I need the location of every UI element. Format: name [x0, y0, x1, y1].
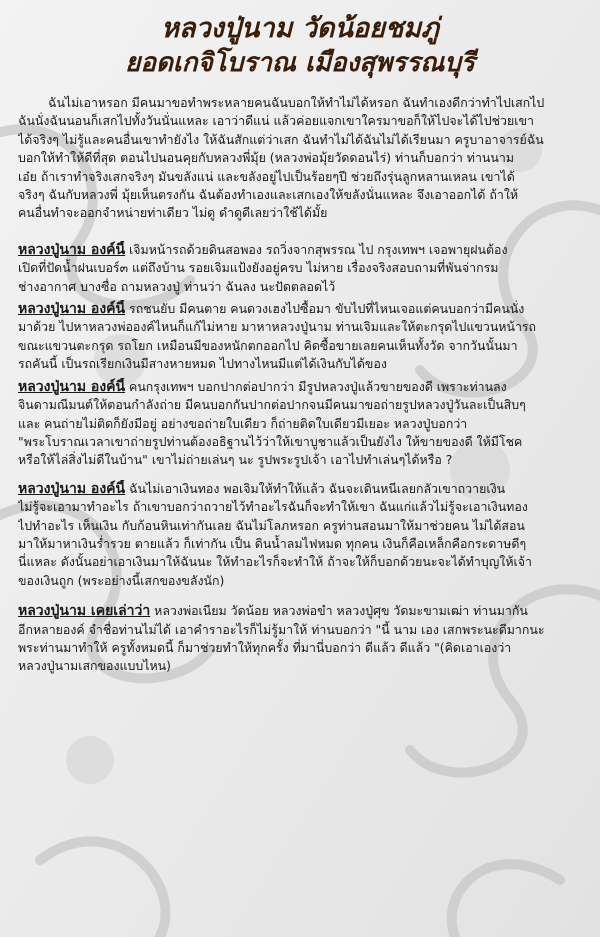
section-first-line	[18, 480, 584, 498]
section-line: คนกรุงเทพฯ บอกปากต่อปากว่า มีรูปหลวงปู่แล้วขายของดี เพราะท่านลง	[125, 378, 507, 394]
section-heading: หลวงปู่นาม องค์นี้	[18, 241, 126, 258]
section-line: พระท่านมาทำให้ ครูทั้งหมดนี้ ก็มาช่วยทำให้ทุกครั้ง ที่มานี่บอกว่า ดีแล้ว ดีแล้ว "(คิดเอาเองว่า	[18, 639, 512, 655]
intro-paragraph	[18, 94, 584, 223]
section-paragraph	[18, 378, 584, 470]
section-line: หรือให้ไล่สิ่งไม่ดีในบ้าน" เขาไม่ถ่ายเล่นๆ นะ รูปพระรูปเจ้า เอาไปทำเล่นๆได้หรือ ?	[18, 452, 453, 468]
section-line: ไม่รู้จะเอามาทำอะไร ถ้าเขาบอกว่าถวายไว้ทำอะไรฉันก็จะทำให้เขา ฉันแก่แล้วไม่รู้จะเอาเงินทอง	[18, 499, 528, 515]
section-first-line	[18, 602, 584, 620]
article-body	[18, 94, 584, 694]
page-title: หลวงปู่นาม วัดน้อยชมภู่	[161, 13, 439, 44]
section-line: ฉันไม่เอาเงินทอง พอเจิมให้ทำให้แล้ว ฉันจะเดินหนีเลยกลัวเขาถวายเงิน	[125, 480, 506, 496]
intro-line: คนอื่นทำจะออกจำหน่ายท่าเดียว ไม่ดู ดำดูดีเลยว่าใช้ได้มั้ย	[18, 205, 328, 221]
section-line: "พระโบราณเวลาเขาถ่ายรูปท่านต้องอธิฐานไว้ว่าให้เขาบูชาแล้วเป็นยังไง ให้ขายของดี ให้มีโชค	[18, 433, 523, 449]
section-heading: หลวงปู่นาม องค์นี้	[18, 480, 126, 497]
section-paragraph	[18, 602, 584, 676]
intro-line: ฉันไม่เอาหรอก มีคนมาขอทำพระหลายคนฉันบอกให้ทำไม่ได้หรอก ฉันทำเองดีกว่าทำไปเสกไป	[48, 95, 545, 110]
section-line: ขณะแขวนตะกรุด รถโยก เหมือนมีของหนักตกออกไป คิดซื้อขายเลยคนเห็นทั้งวัด จากวันนั้นมา	[18, 337, 518, 353]
section-paragraph	[18, 480, 584, 590]
section-line: และ คนถ่ายไม่ติดก็ยังมีอยู่ อย่างขอถ่ายใบเดียว ก็ถ่ายติดใบเดียวมีเยอะ หลวงปู่บอกว่า	[18, 415, 468, 431]
section-line: นี่แหละ ดังนั้นอย่าเอาเงินมาให้ฉันนะ ให้ทำอะไรก็จะทำให้ ถ้าจะให้ก็บอกด้วยนะจะได้ทำบุญให้เจ้า	[18, 554, 532, 570]
section-paragraph	[18, 300, 584, 374]
intro-line: จริงๆ ฉันกับหลวงพี่ มุ้ยเห็นตรงกัน ฉันต้องทำเองและเสกเองให้ขลังนั่นแหละ จึงเอาออกได้ ถ้าให้	[18, 187, 519, 203]
section-first-line	[18, 241, 584, 259]
section-line: มาให้มาหาเงินร่ำรวย ตายแล้ว ก็เท่ากัน เป็น ดินน้ำลมไฟหมด ทุกคน เงินก็คือเหล็กคือกระดาษดีๆ	[18, 535, 527, 551]
section-paragraph	[18, 241, 584, 296]
section-line: รถคันนี้ เป็นรถเรียกเงินมีสางหายหมด ไปทางไหนมีแต่ได้เงินกับได้ของ	[18, 356, 387, 372]
section-line: เจิมหน้ารถด้วยดินสอพอง รถวิ่งจากสุพรรณ ไป กรุงเทพฯ เจอพายุฝนต้อง	[125, 241, 508, 257]
section-line: ช่างอากาศ บางซื่อ ถามหลวงปู่ ท่านว่า ฉันลง นะปัดตลอดไว้	[18, 278, 336, 294]
section-line: หลวงพ่อเนียม วัดน้อย หลวงพ่อขำ หลวงปู่ศุข วัดมะขามเฒ่า ท่านมากัน	[150, 603, 528, 619]
section-first-line	[18, 378, 584, 396]
section-heading: หลวงปู่นาม เคยเล่าว่า	[18, 603, 151, 620]
section-heading: หลวงปู่นาม องค์นี้	[18, 378, 126, 395]
section-line: จินดามณีมนต์ให้ตอนกำลังถ่าย มีคนบอกกันปากต่อปากจนมีคนมาขอถ่ายรูปหลวงปู่วันละเป็นสิบๆ	[18, 397, 526, 413]
intro-line: ฉันนั่งฉันนอนก็เสกไปทั้งวันนั่นแหละ เอาว่าดีแน่ แล้วค่อยแจกเขาใครมาขอก็ให้ไปจะได้ไปช่วยเขา	[18, 113, 534, 129]
section-line: รถชนยับ มีคนตาย คนดวงเฮงไปซื้อมา ขับไปที่ไหนเจอแต่คนบอกว่ามีคนนั่ง	[125, 301, 525, 317]
section-heading: หลวงปู่นาม องค์นี้	[18, 301, 126, 318]
section-first-line	[18, 300, 584, 318]
intro-line: เอ๋ย ถ้าเราทำจริงเสกจริงๆ มันขลังแน่ และขลังอยู่ไปเป็นร้อยๆปี ช่วยถึงรุ่นลูกหลานเหลน เขาได้	[18, 168, 515, 184]
intro-line: ได้จริงๆ ไม่รู้และคนอื่นเขาทำยังไง ให้ฉันสักแต่ว่าเสก ฉันทำไม่ได้ฉันไม่ได้เรียนมา ครูบาอาจารย์ฉัน	[18, 131, 544, 147]
page-subtitle: ยอดเกจิโบราณ เมืองสุพรรณบุรี	[125, 48, 475, 78]
section-line: มาด้วย ไปหาหลวงพ่อองค์ไหนก็แก้ไม่หาย มาหาหลวงปู่นาม ท่านเจิมและให้ตะกรุดไปแขวนหน้ารถ	[18, 319, 537, 335]
section-line: อีกหลายองค์ จำชื่อท่านไม่ได้ เอาคำราอะไรก็ไม่รู้มาให้ ท่านบอกว่า "นี้ นาม เอง เสกพระนะดีมากนะ	[18, 621, 545, 637]
section-line: ของเงินถูก (พระอย่างนี้เสกของขลังนัก)	[18, 572, 225, 588]
section-line: ไปทำอะไร เห็นเงิน กับก้อนหินเท่ากันเลย ฉันไม่โลภหรอก ครูท่านสอนมาให้มาช่วยคน ไม่ได้สอน	[18, 517, 525, 533]
section-line: เปิดที่ปัดน้ำฝนเบอร์๓ แต่ถึงบ้าน รอยเจิมแป้งยังอยู่ครบ ไม่หาย เรื่องจริงสอบถามที่พันจ่ากรม	[18, 260, 499, 276]
section-line: หลวงปู่นามเสกของแบบไหน)	[18, 658, 171, 674]
intro-line: บอกให้ทำให้ดีที่สุด ตอนไปนอนคุยกับหลวงพี่มุ้ย (หลวงพ่อมุ้ยวัดดอนไร่) ท่านก็บอกว่า ท่านนาม	[18, 150, 515, 166]
